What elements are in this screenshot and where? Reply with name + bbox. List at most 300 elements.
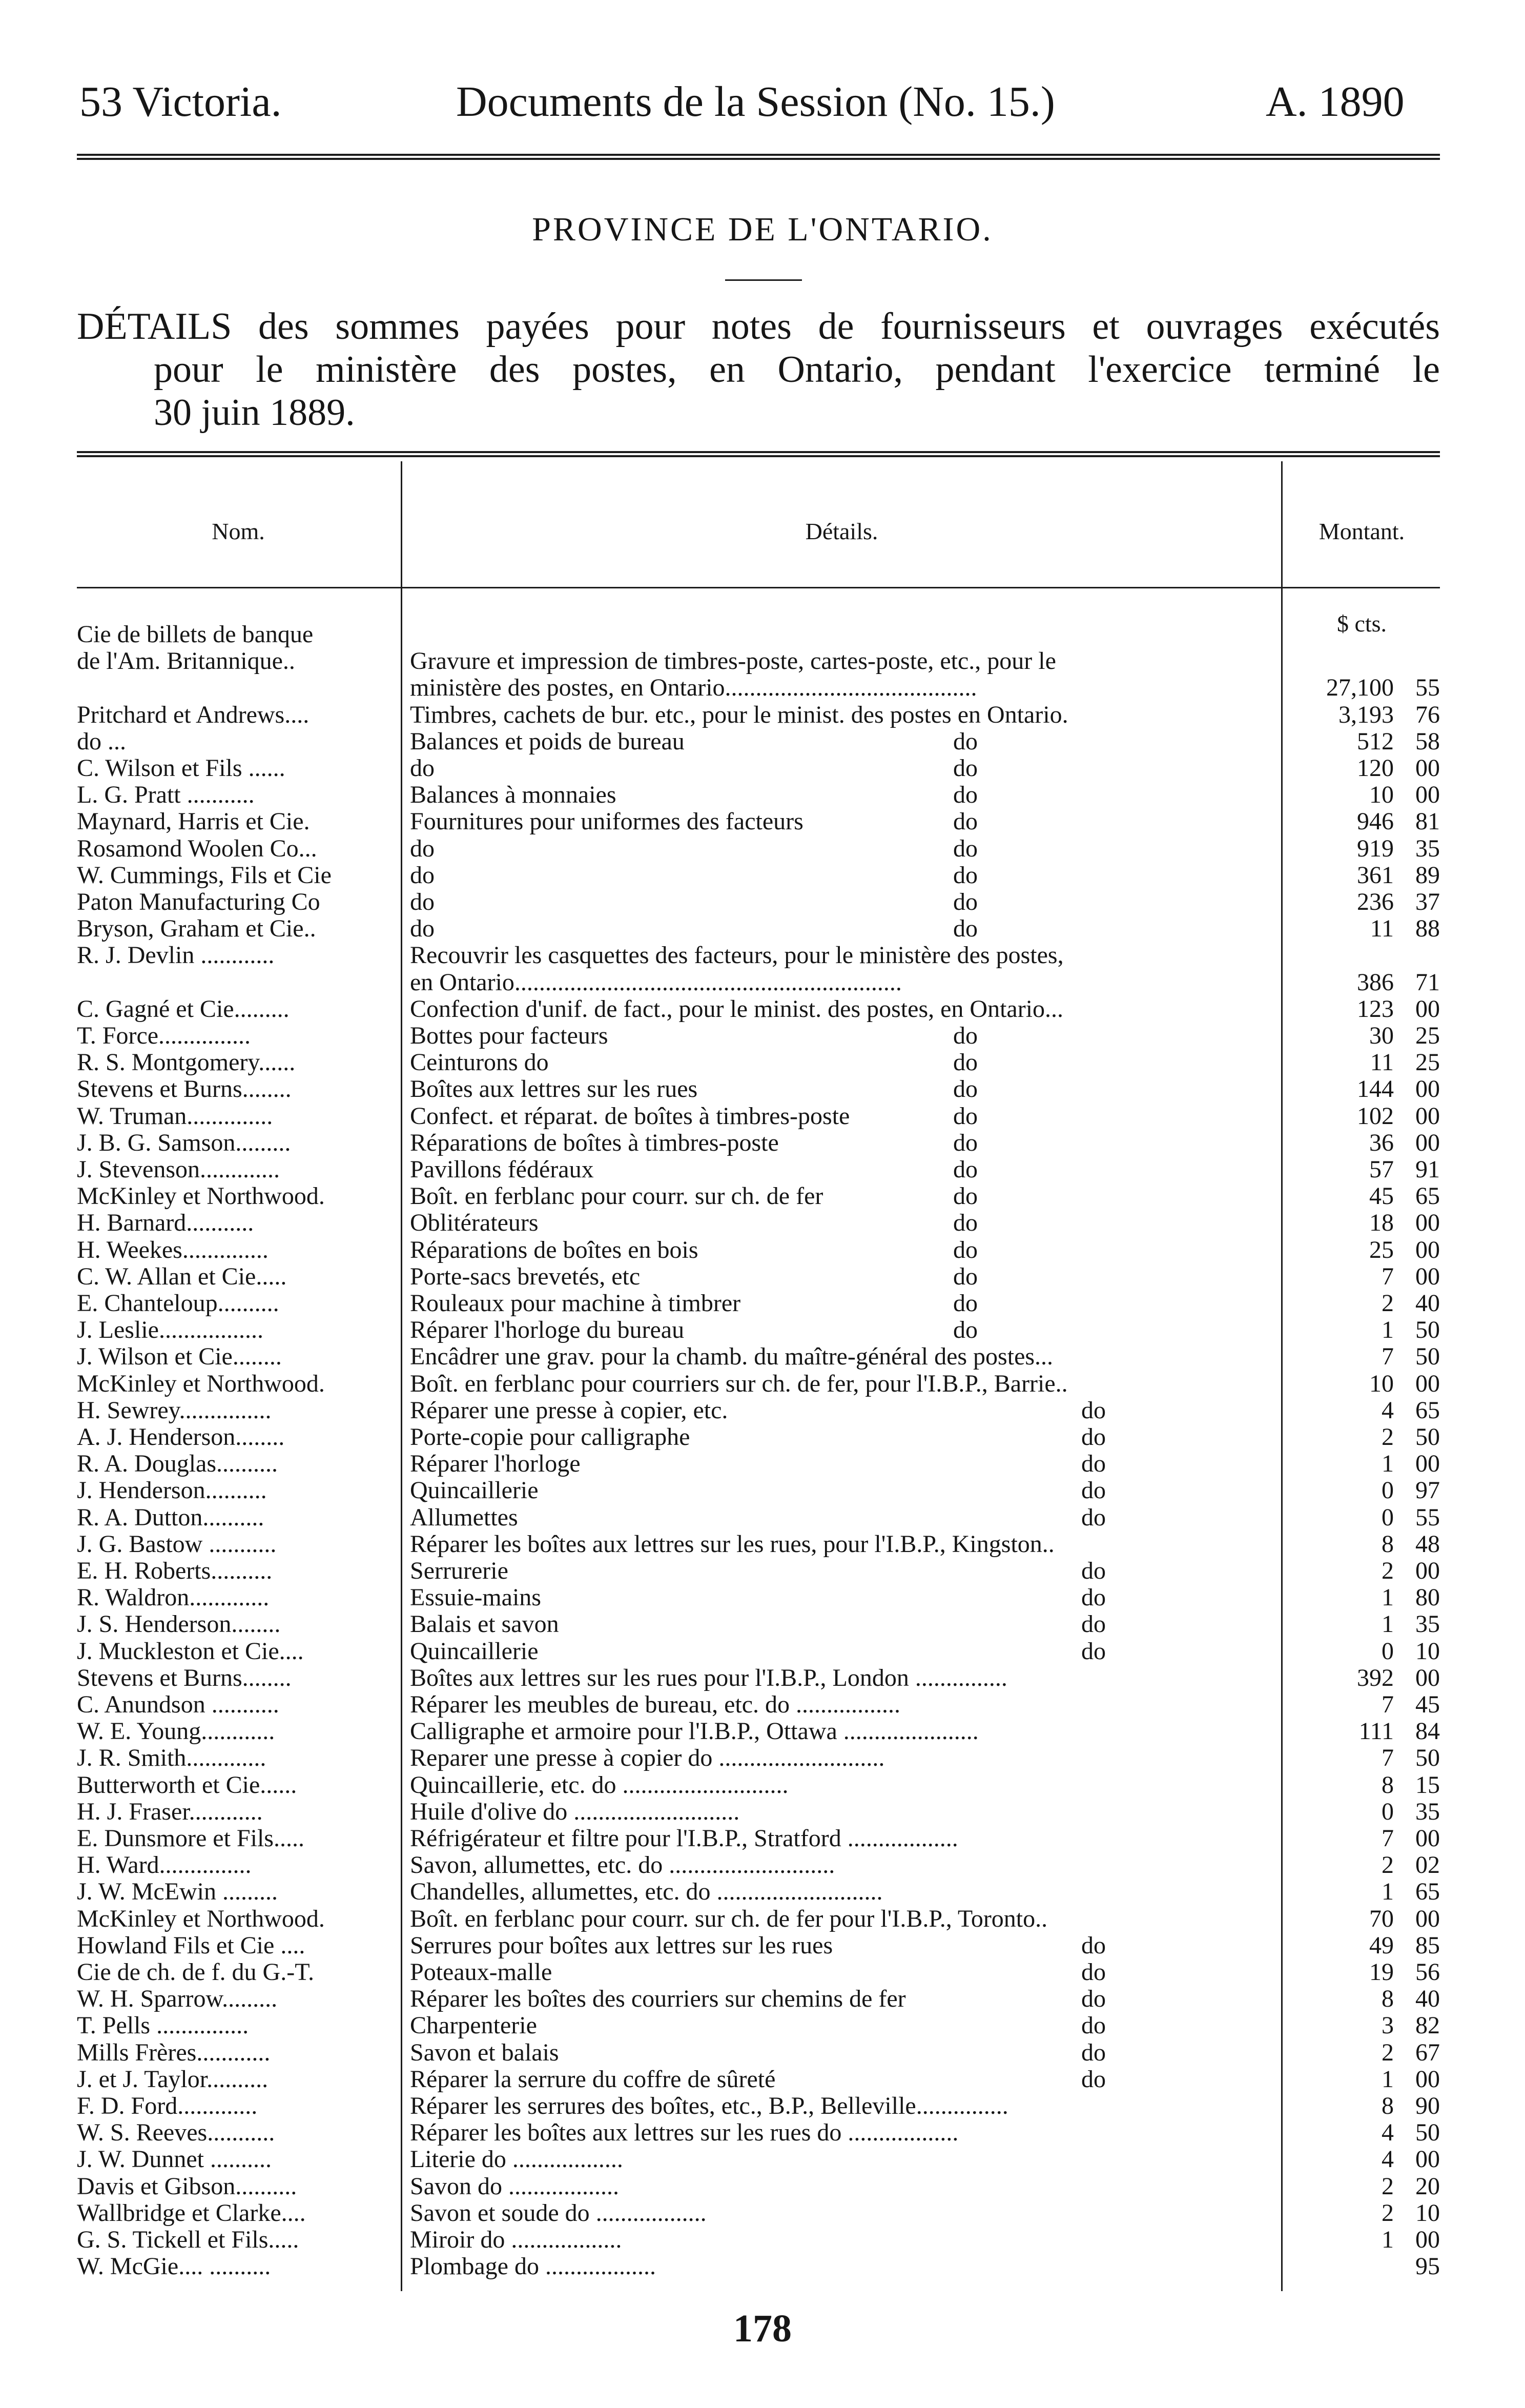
table-row	[0, 675, 1525, 701]
table-row	[0, 835, 1525, 862]
row-name: J. Leslie.................	[77, 1317, 263, 1344]
table-row	[0, 1799, 1525, 1825]
table-row	[0, 1879, 1525, 1905]
row-amount-cents: 89	[1415, 861, 1440, 889]
table-row	[0, 1237, 1525, 1263]
row-detail-ditto: do	[1081, 1396, 1106, 1424]
row-amount-cents: 00	[1415, 2146, 1440, 2173]
table-row	[0, 1477, 1525, 1504]
row-detail: Boîtes aux lettres sur les rues pour l'I.B.P., London ...............	[410, 1664, 1007, 1691]
row-detail-ditto: do	[1081, 1557, 1106, 1584]
row-name: McKinley et Northwood.	[77, 1905, 325, 1932]
row-amount-dollars: 120	[1357, 754, 1394, 782]
table-row	[0, 1076, 1525, 1103]
row-amount-cents: 00	[1415, 754, 1440, 782]
row-amount-cents: 00	[1415, 1262, 1440, 1290]
row-detail: Boît. en ferblanc pour courr. sur ch. de fer	[410, 1183, 823, 1210]
table-row	[0, 702, 1525, 728]
table-row	[0, 1156, 1525, 1183]
row-amount-dollars: 1	[1382, 2065, 1394, 2093]
row-amount-dollars: 0	[1382, 1477, 1394, 1504]
row-detail-ditto: do	[953, 915, 978, 943]
table-row	[0, 1959, 1525, 1986]
row-detail: Savon do ..................	[410, 2173, 619, 2200]
table-row	[0, 782, 1525, 808]
table-row	[0, 1932, 1525, 1959]
row-detail-ditto: do	[953, 1182, 978, 1210]
row-name: W. H. Sparrow.........	[77, 1986, 278, 2013]
row-detail: Réparer la serrure du coffre de sûreté	[410, 2066, 776, 2093]
row-amount-dollars: 512	[1357, 727, 1394, 755]
row-amount-cents: 25	[1415, 1022, 1440, 1049]
table-row	[0, 1772, 1525, 1799]
row-detail: do	[410, 889, 435, 915]
table-row	[0, 728, 1525, 755]
row-detail: Huile d'olive do ...........................	[410, 1798, 740, 1825]
row-amount-dollars: 386	[1357, 968, 1394, 996]
row-name: Maynard, Harris et Cie.	[77, 808, 310, 835]
table-row	[0, 1103, 1525, 1130]
row-amount-dollars: 30	[1369, 1022, 1394, 1049]
row-detail-ditto: do	[1081, 2038, 1106, 2066]
table-row	[0, 2173, 1525, 2200]
row-name: A. J. Henderson........	[77, 1424, 285, 1451]
row-detail: Réparer les boîtes aux lettres sur les rues, pour l'I.B.P., Kingston..	[410, 1530, 1055, 1558]
table-row	[0, 1852, 1525, 1879]
table-row	[0, 1130, 1525, 1156]
row-detail: Recouvrir les casquettes des facteurs, pour le ministère des postes,	[410, 942, 1064, 969]
row-amount-dollars: 2	[1382, 2038, 1394, 2066]
row-amount-cents: 82	[1415, 2012, 1440, 2039]
table-row	[0, 1745, 1525, 1771]
row-name: McKinley et Northwood.	[77, 1183, 325, 1210]
row-amount-cents: 90	[1415, 2092, 1440, 2119]
row-detail: Chandelles, allumettes, etc. do ...........................	[410, 1879, 883, 1906]
row-amount-cents: 10	[1415, 2199, 1440, 2227]
row-amount-dollars: 7	[1382, 1691, 1394, 1718]
table-row	[0, 1531, 1525, 1558]
row-amount-dollars: 11	[1370, 1049, 1394, 1076]
row-detail: Savon, allumettes, etc. do ...........................	[410, 1852, 835, 1879]
row-amount-dollars: 1	[1382, 1610, 1394, 1638]
row-name: Mills Frères............	[77, 2039, 271, 2066]
row-name: Howland Fils et Cie ....	[77, 1932, 305, 1959]
table-row	[0, 969, 1525, 996]
row-amount-dollars: 3	[1382, 2012, 1394, 2039]
row-name: J. W. Dunnet ..........	[77, 2146, 272, 2173]
row-detail-ditto: do	[1081, 1477, 1106, 1504]
row-detail: Balais et savon	[410, 1611, 559, 1638]
row-detail: Réparer les serrures des boîtes, etc., B.P., Belleville...............	[410, 2093, 1008, 2119]
row-detail: Quincaillerie	[410, 1638, 539, 1665]
row-name: E. Chanteloup..........	[77, 1290, 279, 1317]
row-amount-cents: 00	[1415, 1557, 1440, 1584]
table-row	[0, 1290, 1525, 1317]
row-amount-dollars: 1	[1382, 1878, 1394, 1906]
row-detail: Literie do ..................	[410, 2146, 623, 2173]
table-row	[0, 2039, 1525, 2066]
row-detail: Savon et balais	[410, 2039, 559, 2066]
row-amount-dollars: 18	[1369, 1209, 1394, 1237]
row-amount-dollars: 1	[1382, 1584, 1394, 1611]
table-row	[0, 1317, 1525, 1343]
row-name: F. D. Ford.............	[77, 2093, 258, 2119]
table-row	[0, 1210, 1525, 1236]
row-amount-cents: 50	[1415, 1343, 1440, 1371]
row-amount-dollars: 10	[1369, 781, 1394, 809]
row-detail-ditto: do	[1081, 1958, 1106, 1986]
row-detail: Boîtes aux lettres sur les rues	[410, 1076, 698, 1103]
row-detail: ministère des postes, en Ontario.........................................	[410, 675, 977, 702]
row-amount-cents: 00	[1415, 1075, 1440, 1103]
row-detail: do	[410, 755, 435, 782]
row-detail: Réparer une presse à copier, etc.	[410, 1397, 728, 1424]
row-amount-cents: 50	[1415, 2119, 1440, 2147]
row-amount-dollars: 7	[1382, 1825, 1394, 1852]
row-amount-cents: 81	[1415, 808, 1440, 835]
table-row	[0, 2066, 1525, 2093]
row-amount-dollars: 7	[1382, 1343, 1394, 1371]
row-detail: Réfrigérateur et filtre pour l'I.B.P., Stratford ..................	[410, 1825, 958, 1852]
row-amount-cents: 20	[1415, 2172, 1440, 2200]
row-amount-dollars: 111	[1358, 1718, 1394, 1745]
row-detail-ditto: do	[953, 1075, 978, 1103]
row-name: W. Cummings, Fils et Cie	[77, 862, 332, 889]
row-amount-cents: 50	[1415, 1316, 1440, 1344]
row-detail-ditto: do	[953, 1049, 978, 1076]
row-amount-cents: 35	[1415, 1610, 1440, 1638]
row-detail: do	[410, 835, 435, 862]
table-row	[0, 1986, 1525, 2012]
table-row	[0, 648, 1525, 675]
row-detail: Réparer les meubles de bureau, etc. do .................	[410, 1691, 901, 1718]
row-name: J. G. Bastow ...........	[77, 1530, 277, 1558]
table-row	[0, 1906, 1525, 1932]
row-name: do ...	[77, 728, 126, 755]
row-name: W. S. Reeves...........	[77, 2119, 275, 2147]
row-detail: Oblitérateurs	[410, 1210, 539, 1237]
row-amount-dollars: 45	[1369, 1182, 1394, 1210]
row-detail: do	[410, 915, 435, 943]
row-detail-ditto: do	[953, 1316, 978, 1344]
row-amount-cents: 76	[1415, 701, 1440, 728]
row-amount-cents: 71	[1415, 968, 1440, 996]
row-amount-cents: 02	[1415, 1851, 1440, 1879]
row-name: H. Sewrey...............	[77, 1397, 272, 1424]
row-detail-ditto: do	[1081, 1584, 1106, 1611]
row-detail: Bottes pour facteurs	[410, 1023, 608, 1049]
row-name: Butterworth et Cie......	[77, 1771, 297, 1799]
row-amount-dollars: 3,193	[1338, 701, 1394, 728]
table-row	[0, 1718, 1525, 1745]
table-row	[0, 1451, 1525, 1477]
row-name: T. Pells ...............	[77, 2012, 249, 2039]
row-detail: Pavillons fédéraux	[410, 1156, 594, 1183]
intro-line-1: DÉTAILS des sommes payées pour notes de fournisseurs et ouvrages exécutés	[77, 305, 1440, 348]
row-detail: Savon et soude do ..................	[410, 2199, 707, 2227]
row-amount-cents: 56	[1415, 1958, 1440, 1986]
table-header-rule	[77, 587, 1440, 588]
row-name: W. E. Young............	[77, 1718, 275, 1745]
row-detail: Encâdrer une grav. pour la chamb. du maître-général des postes...	[410, 1343, 1054, 1371]
row-amount-cents: 00	[1415, 781, 1440, 809]
row-detail-ditto: do	[1081, 1931, 1106, 1959]
row-amount-cents: 00	[1415, 1209, 1440, 1237]
table-row	[0, 1343, 1525, 1370]
row-detail: Essuie-mains	[410, 1584, 541, 1611]
row-amount-dollars: 123	[1357, 995, 1394, 1023]
row-amount-cents: 80	[1415, 1584, 1440, 1611]
row-name: J. Stevenson.............	[77, 1156, 280, 1183]
table-row	[0, 1183, 1525, 1210]
table-row	[0, 1665, 1525, 1691]
row-name: R. Waldron.............	[77, 1584, 270, 1611]
table-row	[0, 1397, 1525, 1424]
row-name: Paton Manufacturing Co	[77, 889, 320, 915]
row-amount-cents: 65	[1415, 1396, 1440, 1424]
row-amount-cents: 84	[1415, 1718, 1440, 1745]
row-name: J. R. Smith.............	[77, 1745, 266, 1772]
row-detail: Timbres, cachets de bur. etc., pour le minist. des postes en Ontario.	[410, 701, 1068, 728]
row-amount-dollars: 2	[1382, 1557, 1394, 1584]
row-name: R. A. Dutton..........	[77, 1504, 264, 1531]
row-amount-dollars: 919	[1357, 834, 1394, 862]
row-amount-cents: 55	[1415, 1503, 1440, 1531]
row-amount-dollars: 10	[1369, 1370, 1394, 1397]
table-row	[0, 1049, 1525, 1076]
row-name: G. S. Tickell et Fils.....	[77, 2227, 299, 2253]
row-name: L. G. Pratt ...........	[77, 782, 255, 809]
row-name: J. S. Henderson........	[77, 1611, 281, 1638]
row-detail-ditto: do	[953, 1102, 978, 1130]
table-row	[0, 2012, 1525, 2039]
table-row	[0, 1023, 1525, 1049]
row-amount-dollars: 49	[1369, 1931, 1394, 1959]
row-amount-cents: 00	[1415, 2226, 1440, 2253]
row-detail: Serrures pour boîtes aux lettres sur les rues	[410, 1932, 833, 1959]
row-detail: Réparations de boîtes à timbres-poste	[410, 1129, 779, 1156]
table-row	[0, 2227, 1525, 2253]
row-amount-dollars: 0	[1382, 1798, 1394, 1825]
row-name: H. Weekes..............	[77, 1236, 269, 1263]
row-name: W. McGie.... ..........	[77, 2253, 271, 2280]
row-detail-ditto: do	[953, 808, 978, 835]
row-amount-dollars: 4	[1382, 2119, 1394, 2147]
row-amount-cents: 00	[1415, 2065, 1440, 2093]
row-amount-cents: 10	[1415, 1637, 1440, 1665]
row-detail: Porte-copie pour calligraphe	[410, 1424, 690, 1451]
row-amount-dollars: 946	[1357, 808, 1394, 835]
header-title: Documents de la Session (No. 15.)	[456, 78, 1055, 126]
row-detail-ditto: do	[1081, 2065, 1106, 2093]
intro-paragraph	[77, 305, 1440, 434]
table-row	[0, 915, 1525, 942]
table-row	[0, 2253, 1525, 2280]
row-amount-cents: 85	[1415, 1931, 1440, 1959]
row-detail-ditto: do	[1081, 1423, 1106, 1451]
row-amount-cents: 40	[1415, 1985, 1440, 2013]
row-amount-cents: 00	[1415, 1450, 1440, 1478]
table-row	[0, 1263, 1525, 1290]
table-row	[0, 1825, 1525, 1852]
row-detail: Miroir do ..................	[410, 2227, 622, 2253]
row-name: Cie de ch. de f. du G.-T.	[77, 1959, 314, 1986]
row-detail: Réparer l'horloge du bureau	[410, 1317, 685, 1344]
table-top-rule	[77, 451, 1440, 457]
row-detail: Fournitures pour uniformes des facteurs	[410, 808, 803, 835]
row-detail: Confection d'unif. de fact., pour le minist. des postes, en Ontario...	[410, 995, 1064, 1023]
row-amount-cents: 88	[1415, 915, 1440, 943]
row-detail: Quincaillerie	[410, 1477, 539, 1504]
row-amount-dollars: 8	[1382, 1771, 1394, 1799]
row-detail: Balances et poids de bureau	[410, 728, 685, 755]
row-amount-dollars: 8	[1382, 1530, 1394, 1558]
row-amount-dollars: 1	[1382, 1316, 1394, 1344]
row-detail-ditto: do	[953, 888, 978, 915]
intro-line-3: 30 juin 1889.	[154, 392, 355, 434]
row-name: H. Ward...............	[77, 1852, 252, 1879]
row-detail: do	[410, 862, 435, 889]
table-row	[0, 996, 1525, 1023]
row-detail-ditto: do	[1081, 2012, 1106, 2039]
row-amount-dollars: 361	[1357, 861, 1394, 889]
row-amount-dollars: 4	[1382, 1396, 1394, 1424]
row-detail-ditto: do	[1081, 1503, 1106, 1531]
row-detail: Boît. en ferblanc pour courriers sur ch. de fer, pour l'I.B.P., Barrie..	[410, 1370, 1068, 1397]
row-amount-dollars: 2	[1382, 2172, 1394, 2200]
row-detail-ditto: do	[1081, 1450, 1106, 1478]
row-amount-dollars: 2	[1382, 2199, 1394, 2227]
row-amount-cents: 50	[1415, 1744, 1440, 1772]
row-amount-dollars: 236	[1357, 888, 1394, 915]
row-amount-dollars: 70	[1369, 1905, 1394, 1932]
row-amount-cents: 00	[1415, 1664, 1440, 1691]
row-detail-ditto: do	[953, 1129, 978, 1156]
row-name: H. Barnard...........	[77, 1210, 254, 1237]
row-name: Cie de billets de banque	[77, 621, 314, 648]
header-double-rule	[77, 154, 1440, 160]
row-detail: Quincaillerie, etc. do ...........................	[410, 1771, 789, 1799]
row-amount-cents: 65	[1415, 1182, 1440, 1210]
table-row	[0, 2119, 1525, 2146]
row-name: C. Wilson et Fils ......	[77, 755, 285, 782]
row-name: J. B. G. Samson.........	[77, 1129, 291, 1156]
row-name: de l'Am. Britannique..	[77, 648, 295, 675]
row-amount-dollars: 2	[1382, 1423, 1394, 1451]
row-detail-ditto: do	[953, 781, 978, 809]
row-amount-cents: 95	[1415, 2253, 1440, 2280]
row-amount-dollars: 392	[1357, 1664, 1394, 1691]
row-detail: Ceinturons do	[410, 1049, 549, 1076]
table-row	[0, 1691, 1525, 1718]
row-detail: Reparer une presse à copier do ...........................	[410, 1745, 885, 1772]
row-detail: Réparer les boîtes des courriers sur chemins de fer	[410, 1986, 906, 2013]
row-name: Pritchard et Andrews....	[77, 701, 310, 728]
row-detail: Calligraphe et armoire pour l'I.B.P., Ottawa ......................	[410, 1718, 979, 1745]
page-number: 178	[733, 2307, 792, 2350]
row-amount-dollars: 4	[1382, 2146, 1394, 2173]
table-row	[0, 1504, 1525, 1531]
row-amount-cents: 65	[1415, 1878, 1440, 1906]
row-amount-cents: 45	[1415, 1691, 1440, 1718]
row-amount-cents: 25	[1415, 1049, 1440, 1076]
row-name: Stevens et Burns........	[77, 1076, 292, 1103]
row-detail-ditto: do	[1081, 1637, 1106, 1665]
column-header-montant: Montant.	[1318, 518, 1405, 544]
row-amount-cents: 48	[1415, 1530, 1440, 1558]
row-detail-ditto: do	[953, 1022, 978, 1049]
row-detail-ditto: do	[953, 1156, 978, 1183]
row-amount-dollars: 7	[1382, 1744, 1394, 1772]
row-amount-dollars: 57	[1369, 1156, 1394, 1183]
table-row	[0, 2093, 1525, 2119]
row-name: Rosamond Woolen Co...	[77, 835, 317, 862]
row-detail: Réparations de boîtes en bois	[410, 1236, 698, 1263]
row-amount-dollars: 8	[1382, 1985, 1394, 2013]
row-detail: Plombage do ..................	[410, 2253, 656, 2280]
row-detail-ditto: do	[953, 834, 978, 862]
row-detail: Réparer l'horloge	[410, 1451, 581, 1478]
row-amount-dollars: 27,100	[1326, 674, 1394, 702]
row-name: R. J. Devlin ............	[77, 942, 275, 969]
row-amount-cents: 00	[1415, 1102, 1440, 1130]
row-detail: Réparer les boîtes aux lettres sur les rues do ..................	[410, 2119, 959, 2147]
row-amount-dollars: 1	[1382, 1450, 1394, 1478]
row-amount-dollars: 25	[1369, 1236, 1394, 1263]
row-detail-ditto: do	[1081, 1985, 1106, 2013]
row-amount-cents: 40	[1415, 1290, 1440, 1317]
row-detail-ditto: do	[953, 1262, 978, 1290]
row-name: C. Anundson ...........	[77, 1691, 279, 1718]
row-name: H. J. Fraser............	[77, 1798, 263, 1825]
row-detail: Poteaux-malle	[410, 1959, 552, 1986]
row-amount-cents: 35	[1415, 834, 1440, 862]
row-detail: Serrurerie	[410, 1558, 508, 1584]
row-amount-dollars: 144	[1357, 1075, 1394, 1103]
province-heading: PROVINCE DE L'ONTARIO.	[532, 211, 993, 248]
row-name: J. Henderson..........	[77, 1477, 267, 1504]
row-amount-dollars: 7	[1382, 1262, 1394, 1290]
header-session: 53 Victoria.	[79, 78, 282, 126]
table-row	[0, 1638, 1525, 1665]
row-detail: Allumettes	[410, 1504, 518, 1531]
row-detail: Confect. et réparat. de boîtes à timbres-poste	[410, 1103, 850, 1130]
row-detail-ditto: do	[953, 1236, 978, 1263]
row-amount-cents: 97	[1415, 1477, 1440, 1504]
row-name: J. Muckleston et Cie....	[77, 1638, 304, 1665]
row-name: Stevens et Burns........	[77, 1664, 292, 1691]
row-detail-ditto: do	[953, 861, 978, 889]
row-amount-dollars: 1	[1382, 2226, 1394, 2253]
row-amount-cents: 00	[1415, 1825, 1440, 1852]
row-name: J. et J. Taylor..........	[77, 2066, 269, 2093]
row-name: Bryson, Graham et Cie..	[77, 915, 316, 943]
table-row	[0, 755, 1525, 782]
row-amount-cents: 00	[1415, 995, 1440, 1023]
row-detail-ditto: do	[953, 1209, 978, 1237]
table-row	[0, 2146, 1525, 2173]
table-row	[0, 1371, 1525, 1397]
row-amount-dollars: 0	[1382, 1637, 1394, 1665]
table-row	[0, 1611, 1525, 1638]
row-name: W. Truman..............	[77, 1103, 273, 1130]
row-detail: Porte-sacs brevetés, etc	[410, 1263, 641, 1290]
column-header-nom: Nom.	[212, 518, 265, 544]
row-name: Davis et Gibson..........	[77, 2173, 297, 2200]
row-amount-dollars: 8	[1382, 2092, 1394, 2119]
row-detail: en Ontario...............................................................	[410, 969, 902, 996]
row-detail: Rouleaux pour machine à timbrer	[410, 1290, 741, 1317]
